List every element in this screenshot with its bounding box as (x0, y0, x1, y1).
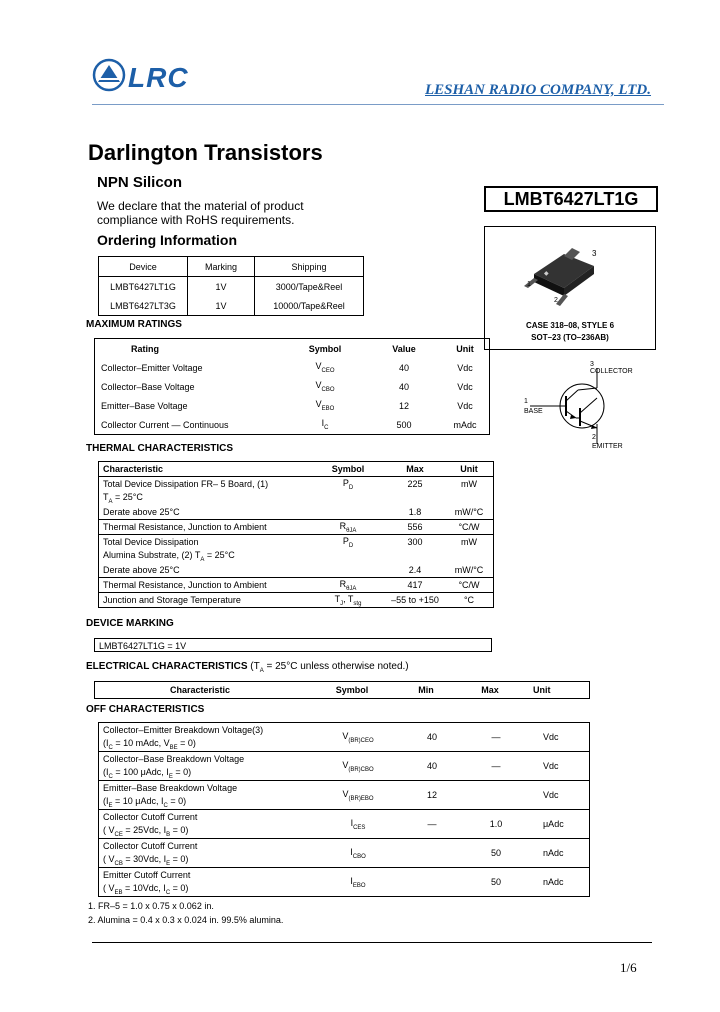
text: = 0) (170, 824, 189, 835)
col-marking: Marking (188, 257, 255, 277)
cell (99, 491, 312, 505)
table-row (99, 578, 494, 593)
table-row (99, 520, 494, 535)
cell (99, 737, 312, 752)
symbol: R (339, 578, 347, 589)
device-marking-heading: DEVICE MARKING (86, 618, 174, 629)
cell: 50 (459, 868, 533, 897)
cell: Junction and Storage Temperature (99, 593, 312, 608)
cell (311, 593, 385, 608)
col-max: Max (481, 685, 499, 695)
cell: °C (445, 593, 494, 608)
text: ( V (103, 853, 115, 864)
symbol: V (315, 399, 322, 410)
cell: Vdc (533, 781, 590, 810)
cell: nAdc (533, 868, 590, 897)
cell: mW/°C (454, 565, 484, 575)
symbol: R (339, 520, 347, 531)
text: (I (103, 766, 109, 777)
table-row (95, 358, 490, 377)
thermal-table (98, 461, 494, 608)
cell: 40 (398, 381, 409, 392)
cell (283, 377, 367, 396)
pin2-label: 2 (554, 297, 558, 304)
cell: Collector–Base Voltage (101, 381, 195, 392)
text-sub: A (200, 556, 205, 563)
page-number: 1/6 (620, 960, 637, 975)
cell: 3000/Tape&Reel (255, 277, 364, 297)
cell: — (459, 752, 533, 781)
text: = 30Vdc, I (122, 853, 167, 864)
cell (311, 535, 385, 550)
table-row (95, 377, 490, 396)
cell: °C/W (445, 578, 494, 593)
cell: μAdc (533, 810, 590, 839)
note-2: 2. Alumina = 0.4 x 0.3 x 0.024 in. 99.5% alumina. (88, 915, 284, 925)
cell (99, 824, 312, 839)
symbol: I (350, 817, 354, 828)
symbol: V (315, 361, 322, 372)
base-pin-number: 1 (524, 398, 528, 405)
cell: 1.8 (408, 507, 422, 517)
text: ( V (103, 824, 115, 835)
symbol-sub: θJA (346, 585, 357, 592)
cell: 10000/Tape&Reel (255, 296, 364, 316)
text: (I (103, 795, 109, 806)
cell (99, 882, 312, 897)
cell: 225 (407, 479, 423, 489)
symbol: T (334, 593, 341, 604)
cell (311, 477, 385, 492)
device-marking-box: LMBT6427LT1G = 1V (94, 638, 492, 652)
case-label: CASE 318–08, STYLE 6 (525, 321, 615, 330)
symbol-sub: CBO (321, 386, 335, 393)
cell: Collector–Emitter Breakdown Voltage(3) (103, 725, 264, 735)
cell: 40 (426, 732, 437, 742)
off-characteristics-heading: OFF CHARACTERISTICS (86, 704, 205, 715)
cell: LMBT6427LT3G (110, 300, 176, 311)
cell (283, 415, 367, 435)
table-row (99, 549, 494, 563)
cell (311, 752, 405, 781)
col-characteristic: Characteristic (169, 685, 231, 695)
logo-text: LRC (128, 62, 189, 93)
max-ratings-table (94, 338, 490, 435)
cell: Vdc (457, 362, 473, 373)
cell: 300 (385, 535, 445, 550)
table-row (99, 563, 494, 578)
table-row (99, 723, 590, 738)
text-sub: E (168, 773, 173, 780)
base-label: BASE (524, 408, 543, 415)
cell (405, 868, 459, 897)
cell: Vdc (457, 381, 473, 392)
cell (459, 781, 533, 810)
cell (283, 396, 367, 415)
cell: 500 (396, 419, 412, 430)
text-sub: B (166, 831, 171, 838)
cell: °C/W (445, 520, 494, 535)
cell (311, 781, 405, 810)
text: (T (247, 661, 260, 672)
text-sub: A (108, 498, 113, 505)
symbol: V (342, 730, 349, 741)
company-name: LESHAN RADIO COMPANY, LTD. (425, 82, 652, 98)
cell (283, 358, 367, 377)
electrical-title: ELECTRICAL CHARACTERISTICS (86, 661, 248, 672)
text-sub: E (108, 802, 113, 809)
text: = 10 μAdc, I (112, 795, 164, 806)
text: ( V (103, 882, 115, 893)
cell: Collector Cutoff Current (99, 839, 312, 854)
text: = 10Vdc, I (122, 882, 166, 893)
cell (311, 810, 405, 839)
cell: 40 (398, 362, 409, 373)
cell: Emitter–Base Voltage (101, 400, 188, 411)
symbol-sub: stg (353, 600, 362, 607)
cell: mW (461, 479, 477, 489)
col-rating: Rating (131, 343, 159, 354)
table-row (99, 491, 494, 505)
electrical-heading (86, 661, 409, 674)
text-sub: CB (114, 860, 123, 867)
table-row (95, 415, 490, 435)
col-unit: Unit (445, 462, 494, 477)
cell (99, 766, 312, 781)
subtitle: NPN Silicon (97, 174, 183, 191)
cell (311, 839, 405, 868)
symbol-sub: J (340, 600, 344, 607)
cell: LMBT6427LT1G (110, 281, 176, 292)
symbol: I (321, 418, 325, 429)
cell: 1V (188, 296, 255, 316)
text: = 25°C (112, 491, 143, 502)
off-characteristics-table (98, 722, 590, 897)
svg-text:◆: ◆ (544, 271, 549, 277)
table-row (99, 257, 364, 277)
symbol-sub: CES (353, 824, 366, 831)
text-sub: C (165, 889, 171, 896)
table-row (99, 477, 494, 492)
text: = 25°C (204, 549, 235, 560)
cell: Emitter Cutoff Current (99, 868, 312, 883)
table-row (99, 535, 494, 550)
table-row (99, 277, 364, 297)
table-row (95, 396, 490, 415)
symbol-sub: (BR)CEO (348, 737, 374, 744)
text: = 0) (177, 737, 196, 748)
cell (405, 839, 459, 868)
cell (311, 578, 385, 593)
text: (I (103, 737, 109, 748)
text: = 0) (170, 882, 189, 893)
symbol-sub: (BR)EBO (348, 795, 374, 802)
table-row (99, 296, 364, 316)
max-ratings-heading: MAXIMUM RATINGS (86, 319, 182, 330)
emitter-label: EMITTER (592, 443, 623, 450)
cell: Total Device Dissipation FR– 5 Board, (1) (103, 479, 269, 489)
page-title: Darlington Transistors (88, 140, 323, 165)
text-sub: BE (169, 744, 178, 751)
col-device: Device (99, 257, 188, 277)
rohs-declaration: We declare that the material of product compliance with RoHS requirements. (97, 199, 304, 227)
electrical-header-table (94, 681, 590, 699)
text: = 25Vdc, I (122, 824, 167, 835)
cell: 40 (405, 752, 459, 781)
cell: Thermal Resistance, Junction to Ambient (99, 520, 312, 535)
electrical-condition (247, 661, 408, 672)
col-symbol: Symbol (335, 685, 369, 695)
cell: nAdc (533, 839, 590, 868)
cell (99, 795, 312, 810)
thermal-heading: THERMAL CHARACTERISTICS (86, 443, 234, 454)
cell: Collector–Emitter Voltage (101, 362, 203, 373)
col-value: Value (392, 343, 416, 354)
cell: mW/°C (454, 507, 484, 517)
cell: Vdc (543, 732, 559, 742)
symbol: V (342, 788, 349, 799)
cell: Vdc (533, 752, 590, 781)
text: T (103, 491, 109, 502)
header-divider (92, 104, 664, 105)
table-row (99, 839, 590, 854)
symbol-sub: θJA (346, 527, 357, 534)
cell: Collector Current — Continuous (101, 419, 229, 430)
symbol: V (342, 759, 349, 770)
text-sub: C (108, 773, 113, 780)
text: = 0) (170, 853, 189, 864)
symbol-sub: EBO (321, 405, 335, 412)
cell: Emitter–Base Breakdown Voltage (99, 781, 312, 796)
collector-pin-number: 3 (590, 361, 594, 368)
col-min: Min (418, 685, 434, 695)
table-row (99, 781, 590, 796)
cell: Total Device Dissipation (99, 535, 312, 550)
cell: Collector–Base Breakdown Voltage (99, 752, 312, 767)
sot-label: SOT–23 (TO–236AB) (531, 333, 609, 342)
symbol: , T (343, 593, 354, 604)
cell: 1V (188, 277, 255, 297)
col-unit: Unit (533, 685, 551, 695)
symbol-sub: C (324, 424, 329, 431)
cell: mAdc (453, 419, 477, 430)
ordering-heading: Ordering Information (97, 232, 237, 248)
pin3-label: 3 (592, 249, 597, 258)
cell: 556 (385, 520, 445, 535)
symbol-sub: (BR)CBO (348, 766, 374, 773)
text: = 10 mAdc, V (112, 737, 170, 748)
cell (99, 853, 312, 868)
symbol: I (350, 875, 353, 886)
cell: mW (445, 535, 494, 550)
cell: Vdc (457, 400, 473, 411)
cell (99, 549, 312, 563)
cell: — (405, 810, 459, 839)
cell: 50 (459, 839, 533, 868)
col-symbol: Symbol (311, 462, 385, 477)
table-row (99, 462, 494, 477)
cell: 12 (398, 400, 409, 411)
table-row (99, 505, 494, 520)
symbol-sub: CEO (321, 367, 335, 374)
text: = 25°C unless otherwise noted.) (263, 661, 409, 672)
cell: –55 to +150 (385, 593, 445, 608)
cell: Collector Cutoff Current (99, 810, 312, 825)
part-number-box: LMBT6427LT1G (484, 186, 658, 212)
symbol-sub: EBO (352, 882, 366, 889)
table-row (99, 810, 590, 825)
col-shipping: Shipping (255, 257, 364, 277)
col-unit: Unit (456, 343, 474, 354)
text: = 0) (172, 766, 192, 777)
text: = 0) (167, 795, 187, 806)
text-sub: C (163, 802, 168, 809)
cell (311, 868, 405, 897)
cell: Derate above 25°C (103, 507, 180, 517)
sot23-package-image (520, 244, 610, 310)
collector-label: COLLECTOR (590, 368, 633, 375)
lrc-logo-icon (92, 58, 126, 92)
cell: 417 (385, 578, 445, 593)
col-max: Max (385, 462, 445, 477)
symbol: I (350, 846, 353, 857)
cell: 1.0 (459, 810, 533, 839)
note-1: 1. FR–5 = 1.0 x 0.75 x 0.062 in. (88, 901, 214, 911)
symbol: V (315, 380, 322, 391)
pin1-label: 1 (527, 281, 531, 288)
cell: Thermal Resistance, Junction to Ambient (99, 578, 312, 593)
cell (311, 520, 385, 535)
text-sub: C (108, 744, 113, 751)
emitter-pin-number: 2 (592, 434, 596, 441)
cell: — (491, 732, 501, 742)
ordering-table (98, 256, 364, 316)
cell: 2.4 (408, 565, 422, 575)
text: = 100 μAdc, I (112, 766, 169, 777)
symbol-sub: D (348, 542, 354, 549)
col-symbol: Symbol (308, 343, 342, 354)
table-row (99, 593, 494, 608)
footer-divider (92, 942, 652, 943)
table-row (99, 868, 590, 883)
table-row (95, 682, 590, 699)
symbol: P (342, 477, 349, 488)
symbol-sub: D (348, 484, 354, 491)
col-characteristic: Characteristic (99, 462, 312, 477)
text-sub: CE (114, 831, 123, 838)
text-sub: A (259, 668, 264, 674)
text-sub: EB (114, 889, 123, 896)
table-row (95, 339, 490, 359)
text-sub: E (166, 860, 171, 867)
symbol-sub: CBO (352, 853, 366, 860)
table-row (99, 752, 590, 767)
symbol: P (342, 535, 349, 546)
cell: Derate above 25°C (103, 565, 180, 575)
package-caption (484, 320, 656, 344)
text: Alumina Substrate, (2) T (103, 549, 201, 560)
cell: 12 (405, 781, 459, 810)
cell (311, 723, 405, 752)
